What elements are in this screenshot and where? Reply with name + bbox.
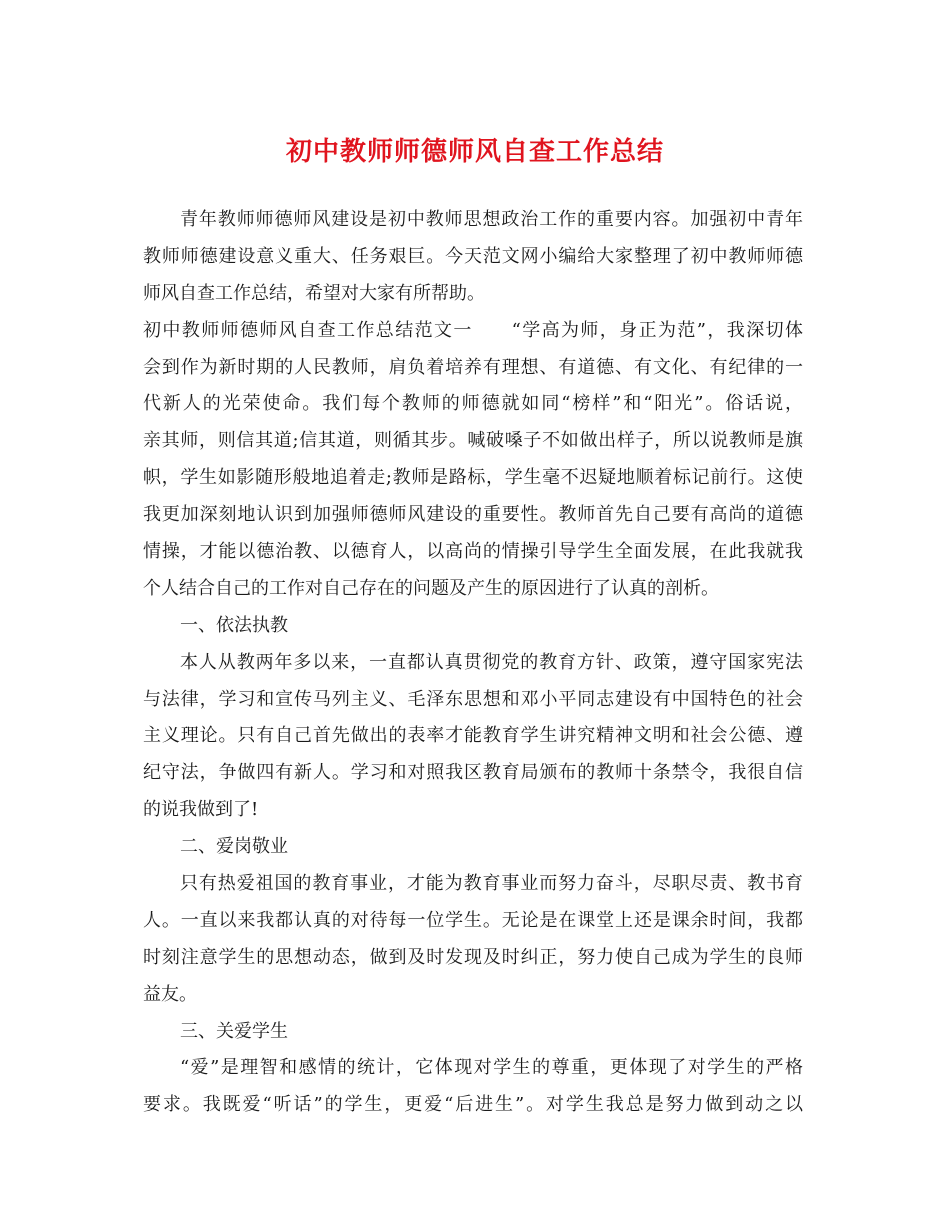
text-line: 纪守法，争做四有新人。学习和对照我区教育局颁布的教师十条禁令，我很自信 [143,762,803,784]
text-line: 情操，才能以德治教、以德育人，以高尚的情操引导学生全面发展，在此我就我 [143,541,803,563]
text-line: 益友。 [143,983,197,1005]
text-line: 的说我做到了! [143,799,259,821]
text-line: 代新人的光荣使命。我们每个教师的师德就如同“榜样”和“阳光”。俗话说， [143,393,803,415]
text-line: 帜，学生如影随形般地追着走;教师是路标，学生毫不迟疑地顺着标记前行。这使 [143,467,803,489]
text-line: 人。一直以来我都认真的对待每一位学生。无论是在课堂上还是课余时间，我都 [143,909,803,931]
text-line: 初中教师师德师风自查工作总结范文一 “学高为师，身正为范”，我深切体 [143,319,803,341]
document-title: 初中教师师德师风自查工作总结 [285,137,664,167]
text-line: 个人结合自己的工作对自己存在的问题及产生的原因进行了认真的剖析。 [143,577,719,599]
text-line: 青年教师师德师风建设是初中教师思想政治工作的重要内容。加强初中青年 [180,209,803,230]
text-line: 一、依法执教 [180,614,288,636]
text-line: 教师师德建设意义重大、任务艰巨。今天范文网小编给大家整理了初中教师师德 [143,245,803,267]
text-line: 我更加深刻地认识到加强师德师风建设的重要性。教师首先自己要有高尚的道德 [143,504,803,526]
text-line: 主义理论。只有自己首先做出的表率才能教育学生讲究精神文明和社会公德、遵 [143,725,803,747]
text-line: 亲其师，则信其道;信其道，则循其步。喊破嗓子不如做出样子，所以说教师是旗 [143,430,803,452]
text-line: 本人从教两年多以来，一直都认真贯彻党的教育方针、政策，遵守国家宪法 [180,651,803,673]
text-line: 二、爱岗敬业 [180,836,288,858]
text-line: 会到作为新时期的人民教师，肩负着培养有理想、有道德、有文化、有纪律的一 [143,356,803,378]
document-body [143,202,803,1124]
text-line: “爱”是理智和感情的统计，它体现对学生的尊重，更体现了对学生的严格 [180,1057,803,1079]
text-line: 要求。我既爱“听话”的学生，更爱“后进生”。对学生我总是努力做到动之以 [143,1094,803,1116]
text-line: 时刻注意学生的思想动态，做到及时发现及时纠正，努力使自己成为学生的良师 [143,946,803,968]
text-line: 师风自查工作总结，希望对大家有所帮助。 [143,282,485,304]
text-line: 三、关爱学生 [180,1020,288,1042]
text-line: 与法律，学习和宣传马列主义、毛泽东思想和邓小平同志建设有中国特色的社会 [143,688,803,710]
text-line: 只有热爱祖国的教育事业，才能为教育事业而努力奋斗，尽职尽责、教书育 [180,873,803,895]
